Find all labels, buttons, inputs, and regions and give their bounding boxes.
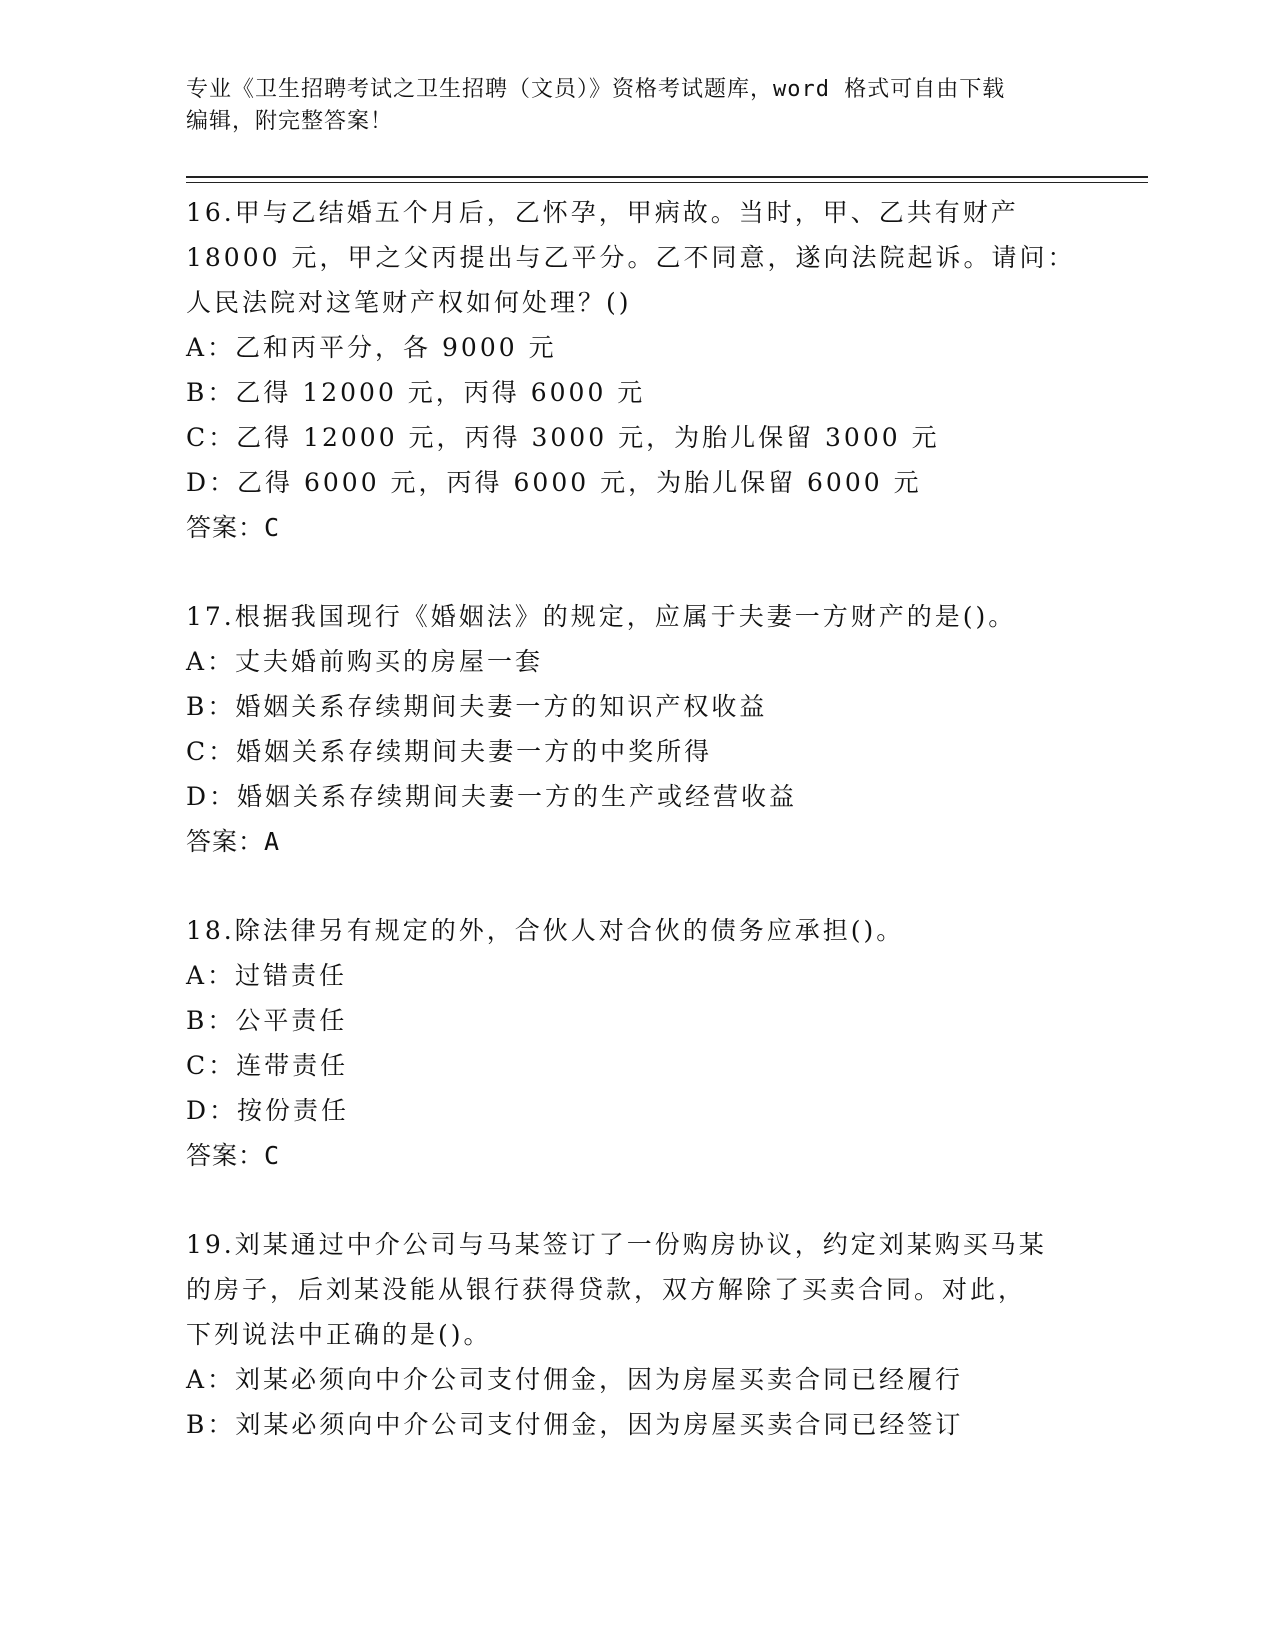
question-text: 18000 元，甲之父丙提出与乙平分。乙不同意，遂向法院起诉。请问： <box>186 243 1076 272</box>
header-line: 编辑，附完整答案！ <box>186 109 394 134</box>
option-a: A：刘某必须向中介公司支付佣金，因为房屋买卖合同已经履行 <box>186 1365 964 1394</box>
question-text: 17.根据我国现行《婚姻法》的规定，应属于夫妻一方财产的是()。 <box>186 602 1017 631</box>
option-d: D：乙得 6000 元，丙得 6000 元，为胎儿保留 6000 元 <box>186 468 922 497</box>
answer: 答案：C <box>186 1141 281 1170</box>
header-rule-thick <box>186 176 1148 178</box>
question-list <box>186 190 1086 1491</box>
question-text: 人民法院对这笔财产权如何处理？() <box>186 288 632 317</box>
question-text: 下列说法中正确的是()。 <box>186 1320 492 1349</box>
option-c: C：乙得 12000 元，丙得 3000 元，为胎儿保留 3000 元 <box>186 423 940 452</box>
question-text: 19.刘某通过中介公司与马某签订了一份购房协议，约定刘某购买马某 <box>186 1230 1047 1259</box>
question-19 <box>186 1222 1086 1447</box>
option-c: C：婚姻关系存续期间夫妻一方的中奖所得 <box>186 737 713 766</box>
question-text: 18.除法律另有规定的外，合伙人对合伙的债务应承担()。 <box>186 916 905 945</box>
document-header <box>186 74 1086 138</box>
option-d: D：按份责任 <box>186 1096 350 1125</box>
question-16 <box>186 190 1086 550</box>
option-b: B：乙得 12000 元，丙得 6000 元 <box>186 378 646 407</box>
option-c: C：连带责任 <box>186 1051 349 1080</box>
header-rule-thin <box>186 182 1148 183</box>
question-17 <box>186 594 1086 864</box>
option-d: D：婚姻关系存续期间夫妻一方的生产或经营收益 <box>186 782 798 811</box>
answer: 答案：A <box>186 827 281 856</box>
question-text: 的房子，后刘某没能从银行获得贷款，双方解除了买卖合同。对此， <box>186 1275 1027 1304</box>
header-line: 专业《卫生招聘考试之卫生招聘（文员）》资格考试题库，word 格式可自由下载 <box>186 77 1006 102</box>
option-b: B：刘某必须向中介公司支付佣金，因为房屋买卖合同已经签订 <box>186 1410 964 1439</box>
answer: 答案：C <box>186 513 281 542</box>
question-text: 16.甲与乙结婚五个月后，乙怀孕，甲病故。当时，甲、乙共有财产 <box>186 198 1019 227</box>
option-a: A：丈夫婚前购买的房屋一套 <box>186 647 544 676</box>
option-a: A：过错责任 <box>186 961 348 990</box>
option-b: B：公平责任 <box>186 1006 348 1035</box>
option-a: A：乙和丙平分，各 9000 元 <box>186 333 557 362</box>
question-18 <box>186 908 1086 1178</box>
option-b: B：婚姻关系存续期间夫妻一方的知识产权收益 <box>186 692 768 721</box>
